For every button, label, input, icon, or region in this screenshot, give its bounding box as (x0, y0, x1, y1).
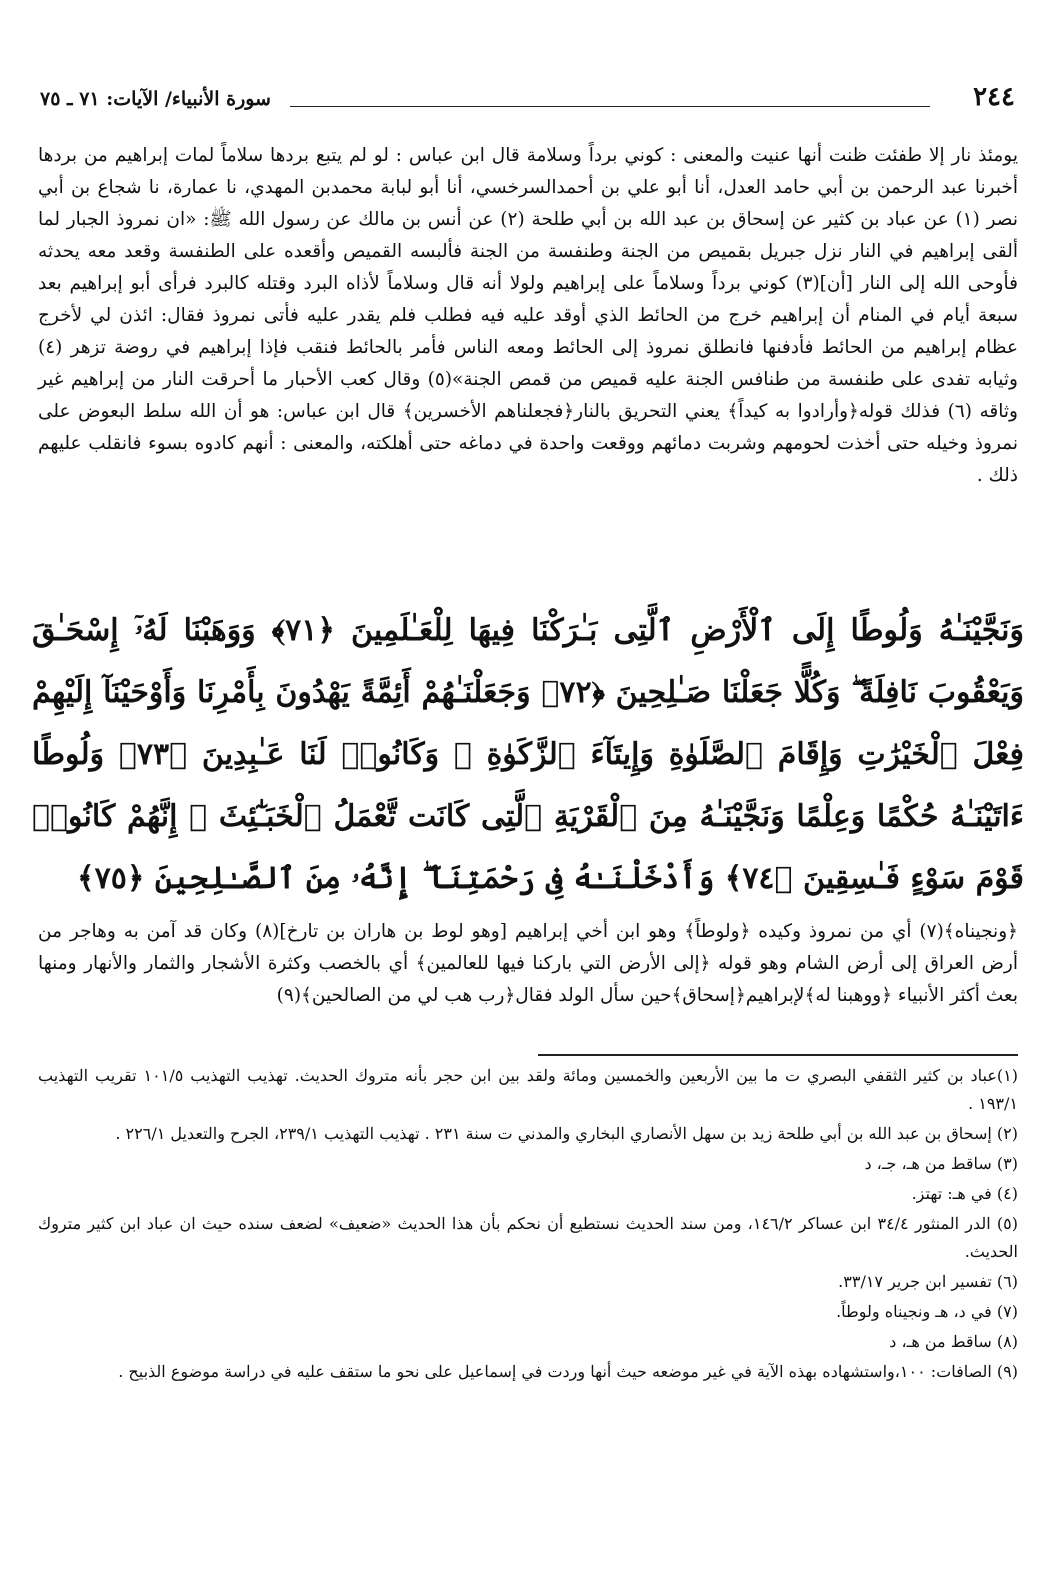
footnote-separator (538, 1054, 1018, 1056)
header-rule (290, 106, 930, 107)
footnote-3: (٣) ساقط من هـ، جـ، د (864, 1154, 1018, 1173)
footnote-5: (٥) الدر المنثور ٣٤/٤ ابن عساكر ١٤٦/٢، ومن سند الحديث نستطيع أن نحكم بأن هذا الحديث «ضعيف» لضعف سنده حيث ان عباد ابن كثير متروك الحديث. (38, 1214, 1019, 1261)
footnote-6: (٦) تفسير ابن جرير ٣٣/١٧. (838, 1272, 1018, 1291)
body-paragraph: يومئذ نار إلا طفئت ظنت أنها عنيت والمعنى : كوني برداً وسلامة قال ابن عباس : لو لم يتبع بردها سلاماً لمات إبراهيم من بردها أخبرنا عبد الرحمن بن أبي حامد العدل، أنا أبو علي بن أحمدالسرخسي، أنا أبو لبابة محمدبن المهدي، نا عمارة، نا شجاع بن أبي نصر (١) عن عباد بن كثير عن إسحاق بن عبد الله بن أبي طلحة (٢) عن أنس بن مالك عن رسول الله ﷺ: «ان نمروذ الجبار لما ألقى إبراهيم في النار نزل جبريل بقميص من الجنة وطنفسة من الجنة فألبسه القميص وأقعده على الطنفسة وقعد معه يحدثه فأوحى الله إلى النار [أن](٣) كوني برداً وسلاماً على إبراهيم ولولا أنه قال وسلاماً لأذاه البرد وقتله كالبرد فرأى أبو إبراهيم بعد سبعة أيام في المنام أن إبراهيم خرج من الحائط الذي أوقد عليه فيه فطلب فلم يقدر عليه فأتى نمروذ فقال: ائذن لي لأخرج عظام إبراهيم من الحائط فأدفنها فانطلق نمروذ إلى الحائط ومعه الناس فأمر بالحائط فنقب فإذا إبراهيم في روضة تزهر (٤) وثيابه تفدى على طنفسة من طنافس الجنة عليه قميص من قمص الجنة»(٥) وقال كعب الأحبار ما أحرقت النار من إبراهيم غير وثاقه (٦) فذلك قوله﴿وأرادوا به كيداً﴾ يعني التحريق بالنار﴿فجعلناهم الأخسرين﴾ قال ابن عباس: هو أن الله سلط البعوض على نمروذ وخيله حتى أخذت لحومهم وشربت دمائهم ووقعت واحدة في دماغه حتى أهلكته، والمعنى : أنهم كادوه بسوء فانقلب عليهم ذلك . (38, 145, 1018, 486)
quran-verses (32, 600, 1024, 910)
footnote-7: (٧) في د، هـ ونجيناه ولوطاً. (836, 1302, 1018, 1321)
page-number: ٢٤٤ (973, 82, 1015, 112)
footnote-9: (٩) الصافات: ١٠٠،واستشهاده بهذه الآية في غير موضعه حيث أنها وردت في إسماعيل على نحو ما ستقف عليه في دراسة موضوع الذبيح . (118, 1362, 1018, 1381)
running-title: سورة الأنبياء/ الآيات: ٧١ ـ ٧٥ (40, 88, 271, 110)
page-header (40, 82, 1015, 122)
commentary (38, 916, 1018, 1012)
commentary-paragraph: ﴿ونجيناه﴾(٧) أي من نمروذ وكيده ﴿ولوطاً﴾ وهو ابن أخي إبراهيم [وهو لوط بن هاران بن تارخ](٨) وكان قد آمن به وهاجر من أرض العراق إلى أرض الشام وهو قوله ﴿إلى الأرض التي باركنا فيها للعالمين﴾ أي بالخصب وكثرة الأشجار والثمار والأنهار ومنها بعث أكثر الأنبياء ﴿ووهبنا له﴾لإبراهيم﴿إسحاق﴾حين سأل الولد فقال﴿رب هب لي من الصالحين﴾(٩) (38, 921, 1018, 1006)
quran-text: وَنَجَّيْنَـٰهُ وَلُوطًا إِلَى ٱلْأَرْضِ ٱلَّتِى بَـٰرَكْنَا فِيهَا لِلْعَـٰلَمِينَ ﴿٧١﴾ وَوَهَبْنَا لَهُۥٓ إِسْحَـٰقَ وَيَعْقُوبَ نَافِلَةً ۖ وَكُلًّا جَعَلْنَا صَـٰلِحِينَ ﴿٧٢﴾ وَجَعَلْنَـٰهُمْ أَئِمَّةً يَهْدُونَ بِأَمْرِنَا وَأَوْحَيْنَآ إِلَيْهِمْ فِعْلَ ٱلْخَيْرَٰتِ وَإِقَامَ ٱلصَّلَوٰةِ وَإِيتَآءَ ٱلزَّكَوٰةِ ۖ وَكَانُوا۟ لَنَا عَـٰبِدِينَ ﴿٧٣﴾ وَلُوطًا ءَاتَيْنَـٰهُ حُكْمًا وَعِلْمًا وَنَجَّيْنَـٰهُ مِنَ ٱلْقَرْيَةِ ٱلَّتِى كَانَت تَّعْمَلُ ٱلْخَبَـٰٓئِثَ ۗ إِنَّهُمْ كَانُوا۟ قَوْمَ سَوْءٍ فَـٰسِقِينَ ﴿٧٤﴾ وَأَدْخَلْنَـٰهُ فِى رَحْمَتِنَآ ۖ إِنَّهُۥ مِنَ ٱلصَّـٰلِحِينَ ﴿٧٥﴾ (32, 613, 1024, 896)
footnote-8: (٨) ساقط من هـ، د (889, 1332, 1018, 1351)
footnote-4: (٤) في هـ: تهتز. (911, 1184, 1018, 1203)
footnote-1: (١)عباد بن كثير الثقفي البصري ت ما بين الأربعين والخمسين ومائة ولقد بين ابن حجر بأنه متروك الحديث. تهذيب التهذيب ١٠١/٥ تقريب التهذيب ١٩٣/١ . (38, 1066, 1019, 1113)
footnotes (38, 1062, 1018, 1388)
footnote-2: (٢) إسحاق بن عبد الله بن أبي طلحة زيد بن سهل الأنصاري البخاري والمدني ت سنة ٢٣١ . تهذيب التهذيب ٢٣٩/١، الجرح والتعديل ٢٢٦/١ . (115, 1124, 1018, 1143)
body-text (38, 140, 1018, 492)
